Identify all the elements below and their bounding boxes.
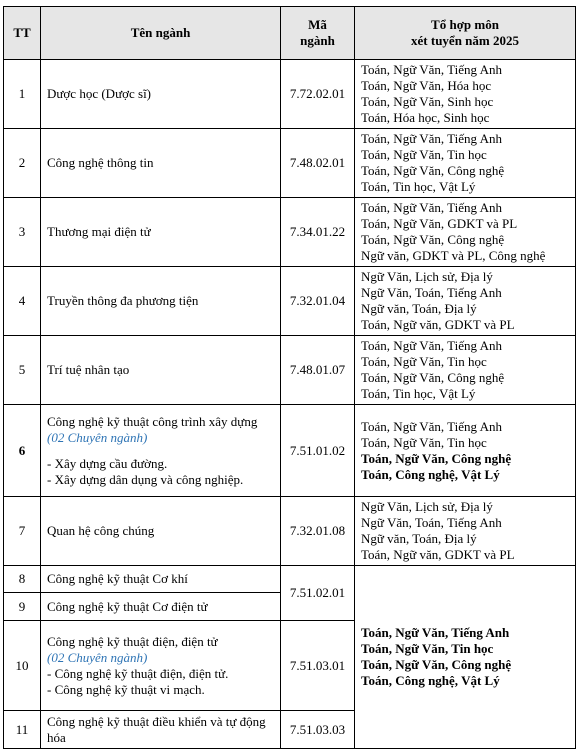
row-program-code: 7.32.01.04 xyxy=(281,267,355,336)
table-header-row xyxy=(4,7,576,60)
table-row xyxy=(4,267,576,336)
combo-item: Toán, Ngữ Văn, Tin học xyxy=(361,147,487,162)
combo-item-bold: Toán, Công nghệ, Vật Lý xyxy=(361,466,500,482)
row-program-code: 7.34.01.22 xyxy=(281,198,355,267)
combo-item: Toán, Ngữ Văn, Tin học xyxy=(361,434,487,450)
row-program-code: 7.51.03.03 xyxy=(281,711,355,749)
row-combos xyxy=(355,336,576,405)
row-program-name: Công nghệ kỹ thuật Cơ điện tử xyxy=(41,593,281,621)
table-row xyxy=(4,497,576,566)
row-tt: 5 xyxy=(4,336,41,405)
row-specialization-item: - Xây dựng cầu đường. xyxy=(47,455,168,471)
table-row xyxy=(4,198,576,267)
row-combos xyxy=(355,60,576,129)
header-code-line2: ngành xyxy=(300,33,335,48)
row-program-name: Công nghệ kỹ thuật điều khiển và tự động hóa xyxy=(41,711,281,749)
table-row xyxy=(4,566,576,593)
header-code-line1: Mã xyxy=(308,17,327,32)
combo-item: Ngữ Văn, Toán, Tiếng Anh xyxy=(361,515,502,530)
combo-item: Ngữ Văn, Lịch sử, Địa lý xyxy=(361,269,493,284)
row-program-name: Công nghệ kỹ thuật công trình xây dựng xyxy=(47,413,258,429)
row-tt: 1 xyxy=(4,60,41,129)
header-subject-combos xyxy=(355,7,576,60)
row-specialization-note: (02 Chuyên ngành) xyxy=(47,429,148,445)
combo-item: Toán, Ngữ Văn, Tiếng Anh xyxy=(361,338,502,353)
row-specialization-item: - Công nghệ kỹ thuật điện, điện tử. xyxy=(47,665,229,681)
combo-item: Toán, Ngữ văn, GDKT và PL xyxy=(361,317,515,332)
admission-table xyxy=(3,6,576,749)
row-program-name: Thương mại điện tử xyxy=(41,198,281,267)
combo-item-bold: Toán, Ngữ Văn, Tiếng Anh xyxy=(361,625,510,640)
combo-item-bold: Toán, Ngữ Văn, Công nghệ xyxy=(361,657,512,672)
header-tt: TT xyxy=(4,7,41,60)
row-program-name: Công nghệ kỹ thuật Cơ khí xyxy=(41,566,281,593)
row-program-code: 7.48.01.07 xyxy=(281,336,355,405)
row-program-name: Công nghệ kỹ thuật điện, điện tử xyxy=(47,633,218,649)
row-combos xyxy=(355,198,576,267)
row-program-name: Truyền thông đa phương tiện xyxy=(41,267,281,336)
combo-item: Toán, Ngữ Văn, Công nghệ xyxy=(361,163,505,178)
row-specialization-item: - Công nghệ kỹ thuật vi mạch. xyxy=(47,681,205,697)
row-program-name-cell xyxy=(41,405,281,497)
header-combos-line1: Tổ hợp môn xyxy=(431,17,499,32)
row-program-name: Công nghệ thông tin xyxy=(41,129,281,198)
combo-item: Toán, Ngữ Văn, Tiếng Anh xyxy=(361,418,502,434)
combo-item: Ngữ văn, GDKT và PL, Công nghệ xyxy=(361,248,546,263)
combo-item-bold: Toán, Ngữ Văn, Tin học xyxy=(361,641,494,656)
row-program-code: 7.72.02.01 xyxy=(281,60,355,129)
combo-item: Toán, Ngữ Văn, GDKT và PL xyxy=(361,216,518,231)
row-tt: 9 xyxy=(4,593,41,621)
header-program-name: Tên ngành xyxy=(41,7,281,60)
row-tt: 10 xyxy=(4,621,41,711)
row-program-name: Trí tuệ nhân tạo xyxy=(41,336,281,405)
spacer xyxy=(47,446,274,456)
row-combos xyxy=(355,267,576,336)
row-program-code: 7.51.03.01 xyxy=(281,621,355,711)
row-tt: 2 xyxy=(4,129,41,198)
combo-item: Ngữ Văn, Lịch sử, Địa lý xyxy=(361,499,493,514)
combo-item: Toán, Ngữ Văn, Tin học xyxy=(361,354,487,369)
header-combos-line2: xét tuyển năm 2025 xyxy=(411,33,519,48)
row-tt: 4 xyxy=(4,267,41,336)
combo-item-bold: Toán, Ngữ Văn, Công nghệ xyxy=(361,450,512,466)
combo-item: Toán, Tin học, Vật Lý xyxy=(361,386,476,401)
combo-item: Toán, Hóa học, Sinh học xyxy=(361,110,490,125)
row-tt: 6 xyxy=(4,405,41,497)
row-specialization-note: (02 Chuyên ngành) xyxy=(47,649,148,665)
table-row xyxy=(4,405,576,497)
table-row xyxy=(4,60,576,129)
row-program-name: Quan hệ công chúng xyxy=(41,497,281,566)
combo-item: Toán, Ngữ Văn, Sinh học xyxy=(361,94,494,109)
header-program-code xyxy=(281,7,355,60)
combo-item: Toán, Ngữ Văn, Công nghệ xyxy=(361,232,505,247)
row-specialization-item: - Xây dựng dân dụng và công nghiệp. xyxy=(47,471,244,487)
row-combos xyxy=(355,405,576,497)
row-program-code-shared: 7.51.02.01 xyxy=(281,566,355,621)
table-row xyxy=(4,129,576,198)
combo-item: Toán, Ngữ văn, GDKT và PL xyxy=(361,547,515,562)
admission-table-wrapper xyxy=(3,6,576,749)
row-combos-shared xyxy=(355,566,576,749)
row-tt: 3 xyxy=(4,198,41,267)
combo-item: Ngữ văn, Toán, Địa lý xyxy=(361,301,477,316)
row-combos xyxy=(355,129,576,198)
row-program-code: 7.32.01.08 xyxy=(281,497,355,566)
combo-item: Toán, Ngữ Văn, Hóa học xyxy=(361,78,492,93)
row-program-name-cell xyxy=(41,621,281,711)
row-program-code: 7.48.02.01 xyxy=(281,129,355,198)
row-tt: 7 xyxy=(4,497,41,566)
row-combos xyxy=(355,497,576,566)
combo-item: Toán, Ngữ Văn, Tiếng Anh xyxy=(361,200,502,215)
row-tt: 8 xyxy=(4,566,41,593)
combo-item-bold: Toán, Công nghệ, Vật Lý xyxy=(361,673,500,688)
combo-item: Toán, Ngữ Văn, Tiếng Anh xyxy=(361,131,502,146)
combo-item: Toán, Ngữ Văn, Tiếng Anh xyxy=(361,62,502,77)
row-program-name: Dược học (Dược sĩ) xyxy=(41,60,281,129)
combo-item: Toán, Ngữ Văn, Công nghệ xyxy=(361,370,505,385)
combo-item: Ngữ Văn, Toán, Tiếng Anh xyxy=(361,285,502,300)
row-tt: 11 xyxy=(4,711,41,749)
table-row xyxy=(4,336,576,405)
combo-item: Toán, Tin học, Vật Lý xyxy=(361,179,476,194)
combo-item: Ngữ văn, Toán, Địa lý xyxy=(361,531,477,546)
row-program-code: 7.51.01.02 xyxy=(281,405,355,497)
